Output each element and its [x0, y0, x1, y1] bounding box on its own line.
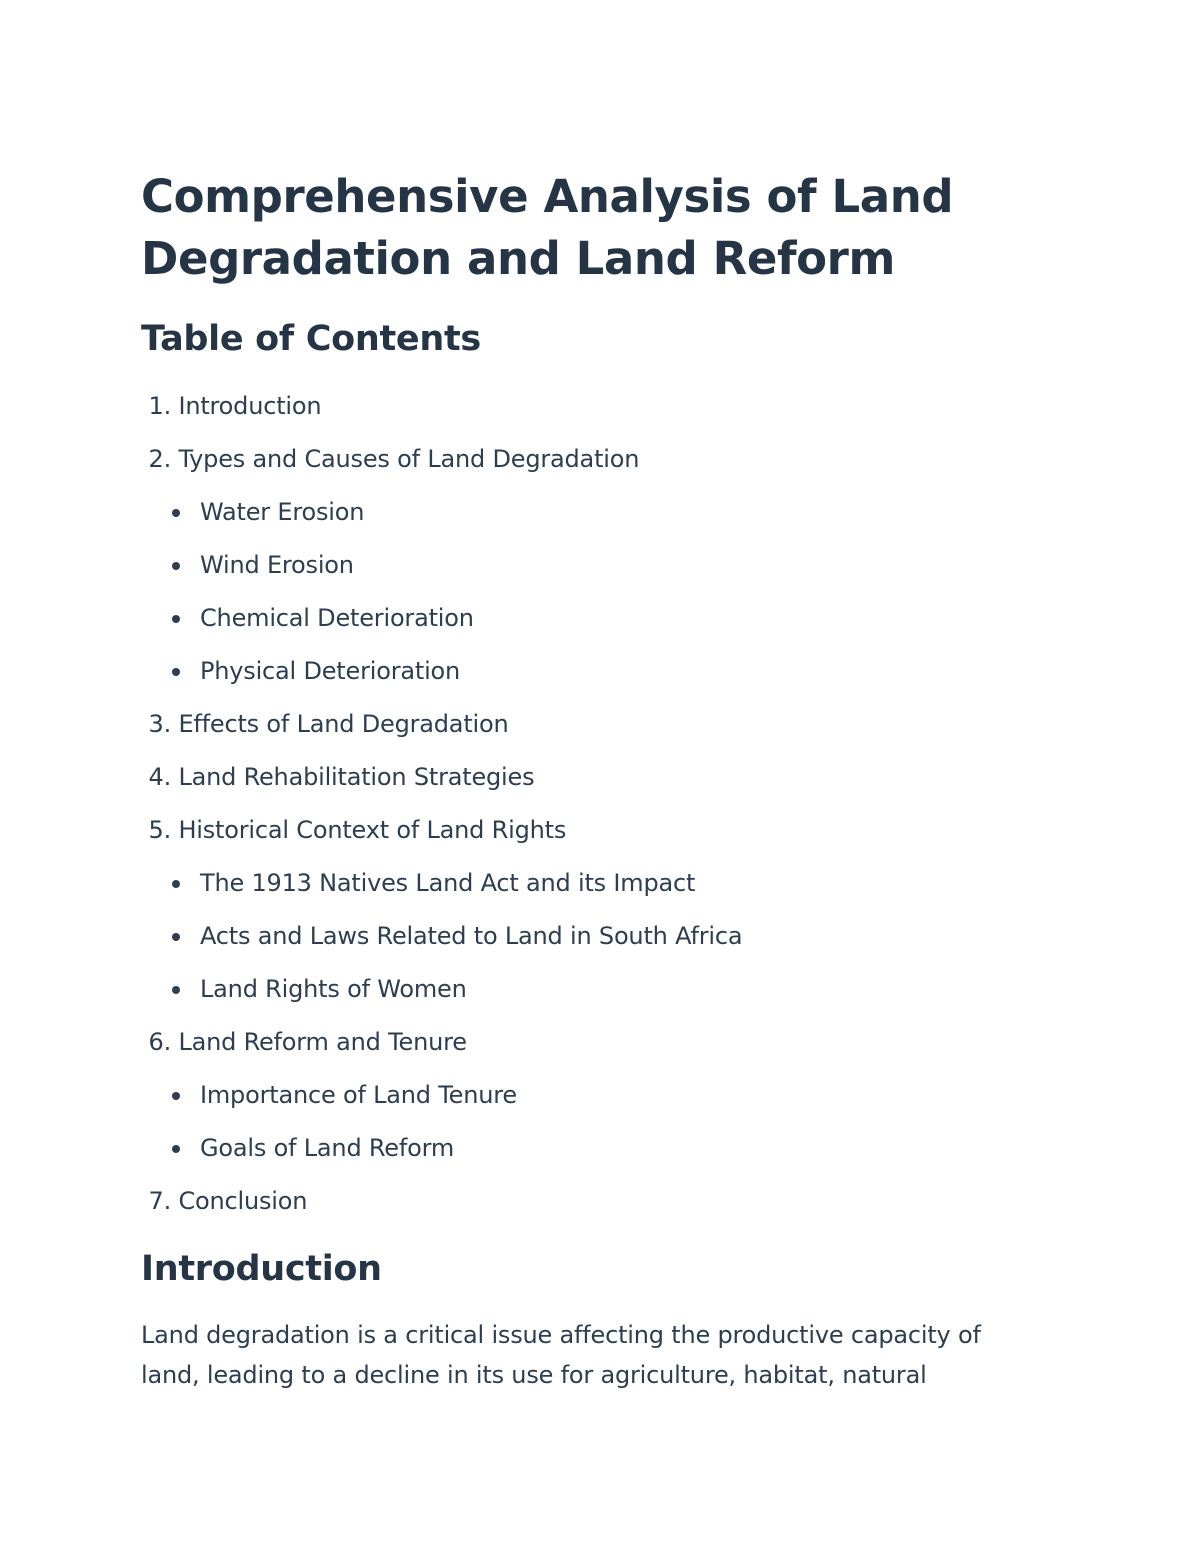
toc-item-label: Wind Erosion — [200, 551, 354, 579]
bullet-icon — [172, 668, 180, 676]
bullet-icon — [172, 986, 180, 994]
toc-item-number: 6. — [148, 1028, 171, 1056]
toc-item — [141, 704, 1041, 757]
toc-item-number: 2. — [148, 445, 171, 473]
toc-subitem — [141, 863, 1041, 916]
toc-item-label: Importance of Land Tenure — [200, 1081, 517, 1109]
bullet-icon — [172, 615, 180, 623]
toc-item-number: 4. — [148, 763, 171, 791]
toc-item-label: Water Erosion — [200, 498, 365, 526]
toc-subitem — [141, 651, 1041, 704]
toc-item — [141, 757, 1041, 810]
bullet-icon — [172, 1092, 180, 1100]
bullet-icon — [172, 509, 180, 517]
toc-item-label: Physical Deterioration — [200, 657, 461, 685]
toc-subitem — [141, 492, 1041, 545]
toc-item-number: 3. — [148, 710, 171, 738]
bullet-icon — [172, 1145, 180, 1153]
toc-item-label: Acts and Laws Related to Land in South Africa — [200, 922, 743, 950]
toc-subitem — [141, 1075, 1041, 1128]
toc-item — [141, 810, 1041, 863]
toc-item — [141, 439, 1041, 492]
toc-item-label: Historical Context of Land Rights — [178, 816, 567, 844]
toc-item-label: Land Rehabilitation Strategies — [178, 763, 535, 791]
toc-item-number: 7. — [148, 1187, 171, 1215]
toc-item-label: Types and Causes of Land Degradation — [178, 445, 640, 473]
toc-item-label: Land Rights of Women — [200, 975, 467, 1003]
toc-subitem — [141, 969, 1041, 1022]
toc-item-number: 1. — [148, 392, 171, 420]
toc-item-label: The 1913 Natives Land Act and its Impact — [200, 869, 696, 897]
toc-item-label: Introduction — [178, 392, 322, 420]
toc-heading: Table of Contents — [141, 319, 481, 359]
introduction-heading: Introduction — [141, 1249, 382, 1289]
bullet-icon — [172, 933, 180, 941]
document-title: Comprehensive Analysis of Land Degradation and Land Reform — [141, 170, 954, 285]
toc-item — [141, 386, 1041, 439]
toc-item-label: Conclusion — [178, 1187, 308, 1215]
toc-subitem — [141, 545, 1041, 598]
toc-item-label: Chemical Deterioration — [200, 604, 474, 632]
toc-subitem — [141, 1128, 1041, 1181]
toc-item — [141, 1022, 1041, 1075]
toc-item-number: 5. — [148, 816, 171, 844]
toc-subitem — [141, 916, 1041, 969]
toc-subitem — [141, 598, 1041, 651]
toc-item — [141, 1181, 1041, 1234]
table-of-contents — [141, 386, 1041, 1234]
introduction-paragraph: Land degradation is a critical issue affecting the productive capacity of land, leading to a decline in its use for agriculture, habitat, natural — [141, 1321, 981, 1389]
toc-item-label: Effects of Land Degradation — [178, 710, 509, 738]
toc-item-label: Land Reform and Tenure — [178, 1028, 467, 1056]
toc-item-label: Goals of Land Reform — [200, 1134, 455, 1162]
bullet-icon — [172, 880, 180, 888]
bullet-icon — [172, 562, 180, 570]
